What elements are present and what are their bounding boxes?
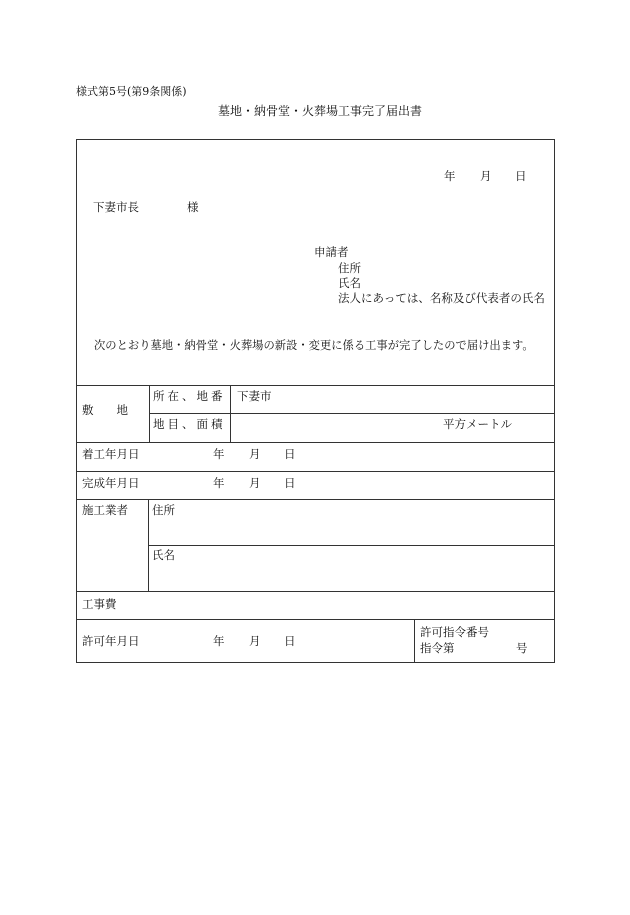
honorific: 様 [187,200,199,214]
corporate-note: 法人にあっては、名称及び代表者の氏名 [338,291,545,305]
start-date-year: 年 [213,447,225,461]
date-month-label: 月 [480,169,492,183]
rule-cost-bottom [77,619,554,620]
rule-site-col1 [149,385,150,442]
contractor-name-label: 氏名 [152,548,175,562]
rule-contractor-bottom [77,591,554,592]
applicant-name-label: 氏名 [338,276,361,290]
permit-date-day: 日 [284,634,296,648]
directive-suffix: 号 [516,641,528,655]
site-label: 敷 地 [82,403,128,417]
addressee: 下妻市長 [93,200,139,214]
permit-date-year: 年 [213,634,225,648]
start-date-label: 着工年月日 [82,447,140,461]
construction-cost-label: 工事費 [82,597,117,611]
rule-contractor-mid [148,545,554,546]
start-date-day: 日 [284,447,296,461]
permit-date-label: 許可年月日 [82,634,140,648]
rule-site-bottom [77,442,554,443]
contractor-address-label: 住所 [152,503,175,517]
rule-site-mid [150,413,554,414]
contractor-label: 施工業者 [82,503,128,517]
location-label: 所在、地番 [153,389,226,403]
document-title: 墓地・納骨堂・火葬場工事完了届出書 [218,104,423,118]
date-day-label: 日 [515,169,527,183]
rule-start-date [77,471,554,472]
location-value: 下妻市 [237,389,272,403]
statement-text: 次のとおり墓地・納骨堂・火葬場の新設・変更に係る工事が完了したので届け出ます。 [94,339,534,352]
completion-date-label: 完成年月日 [82,476,140,490]
date-year-label: 年 [444,169,456,183]
completion-date-day: 日 [284,476,296,490]
rule-site-col2 [230,385,231,442]
category-area-label: 地目、面積 [153,417,226,431]
area-unit: 平方メートル [443,417,512,431]
applicant-address-label: 住所 [338,261,361,275]
applicant-label: 申請者 [314,245,349,259]
directive-prefix: 指令第 [420,641,455,655]
rule-contractor-col [148,499,149,591]
completion-date-year: 年 [213,476,225,490]
form-number: 様式第5号(第9条関係) [76,85,187,98]
start-date-month: 月 [249,447,261,461]
completion-date-month: 月 [249,476,261,490]
rule-permit-col [414,619,415,663]
form-table [76,139,555,663]
permit-date-month: 月 [249,634,261,648]
permit-number-label: 許可指令番号 [420,625,489,639]
